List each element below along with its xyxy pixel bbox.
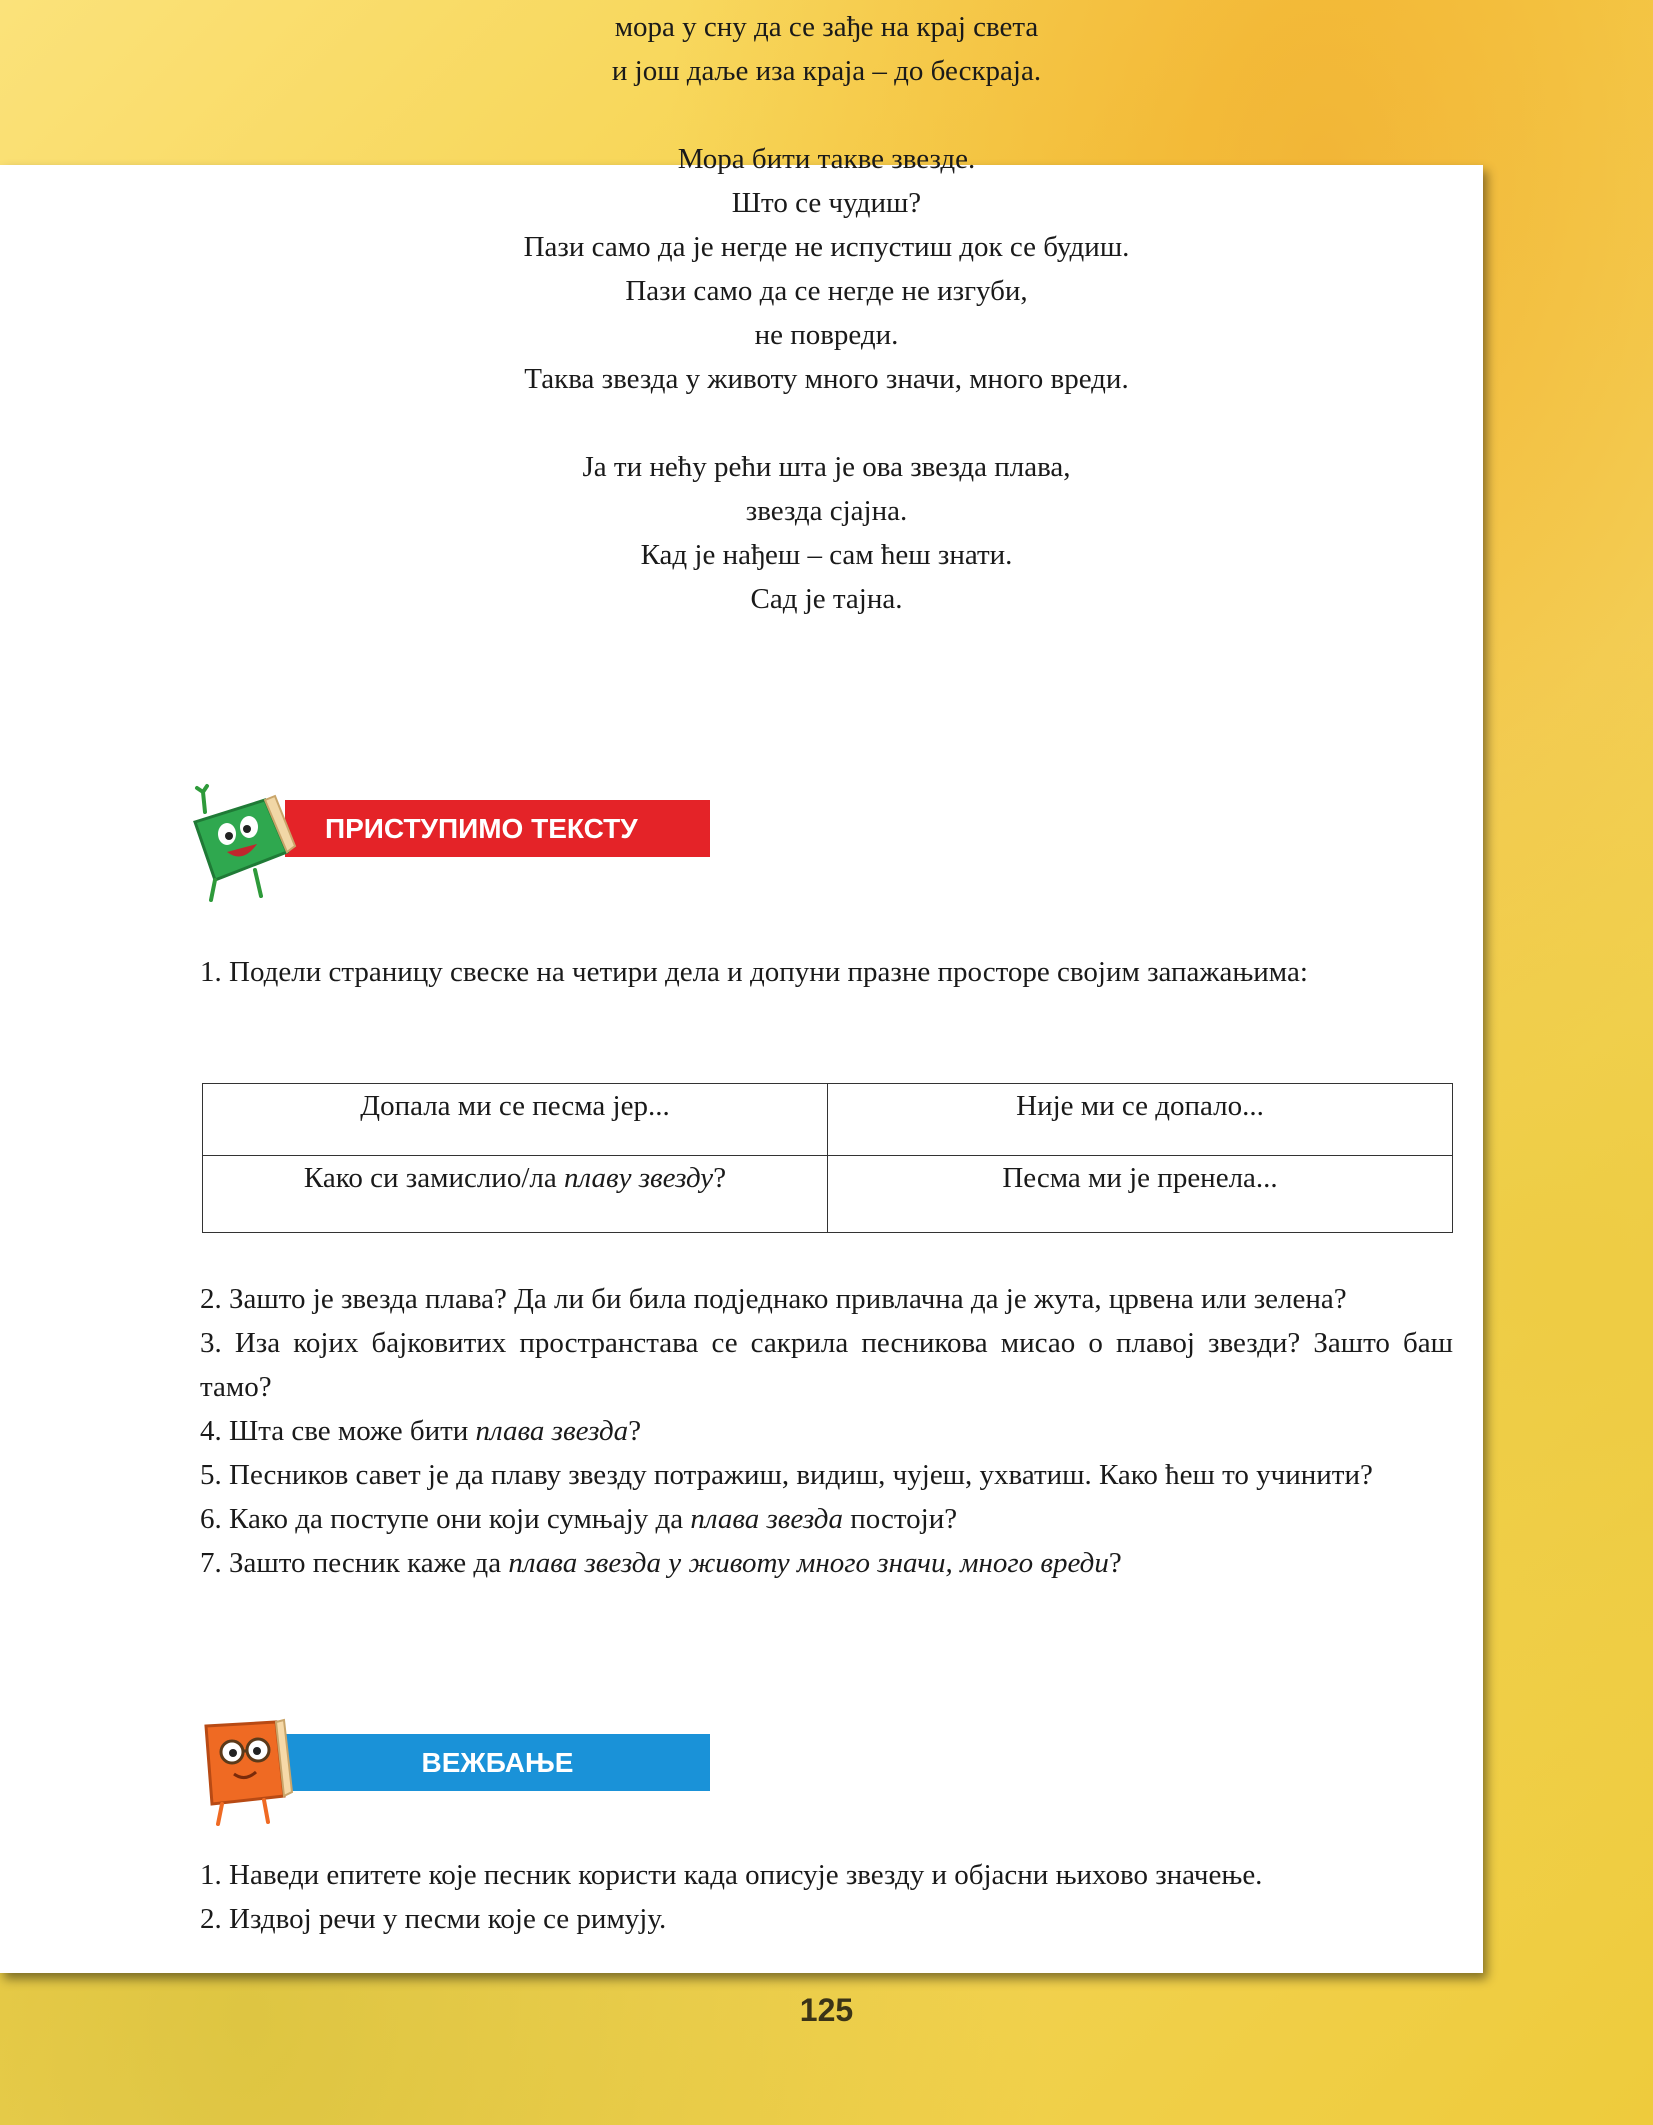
table-cell: Песма ми је пренела... <box>828 1156 1453 1233</box>
poem-stanza-1 <box>0 5 1653 93</box>
cell-text-italic: плаву звезду <box>563 1162 714 1194</box>
exercise-list <box>200 1853 1453 1941</box>
exercise-2: 2. Издвој речи у песми које се римују. <box>200 1903 667 1935</box>
poem-line: Пази само да се негде не изгуби, <box>625 275 1028 307</box>
poem-line: Мора бити такве звезде. <box>677 143 976 175</box>
question-list <box>200 1277 1453 1585</box>
poem-line: звезда сјајна. <box>745 495 908 527</box>
poem-stanza-3 <box>0 445 1653 621</box>
section-banner-approach-text <box>190 800 720 862</box>
poem <box>0 5 1653 665</box>
table-cell <box>203 1156 828 1233</box>
question-4 <box>200 1409 1453 1453</box>
orange-book-mascot-icon <box>188 1712 303 1832</box>
question-text: ? <box>1108 1547 1122 1579</box>
question-text: 7. Зашто песник каже да <box>200 1547 509 1579</box>
question-text: ? <box>628 1415 642 1447</box>
table-row <box>203 1156 1453 1233</box>
poem-line: Сад је тајна. <box>750 583 903 615</box>
question-text-italic: плава звезда <box>690 1503 843 1535</box>
question-text-italic: плава звезда <box>475 1415 629 1447</box>
poem-line: Што се чудиш? <box>731 187 922 219</box>
question-text: 4. Шта све може бити <box>200 1415 476 1447</box>
section-banner-exercise <box>190 1734 720 1796</box>
poem-line: и још даље иза краја – до бескраја. <box>611 55 1042 87</box>
question-3: 3. Иза којих бајковитих пространстава се сакрила песникова мисао о плавој звезди? Зашто баш тамо? <box>200 1327 1453 1403</box>
table-cell: Допала ми се песма јер... <box>203 1084 828 1156</box>
question-text-italic: плава звезда у животу много значи, много вреди <box>508 1547 1109 1579</box>
exercise-1: 1. Наведи епитете које песник користи када описује звезду и објасни њихово значење. <box>200 1859 1263 1891</box>
section-title: ВЕЖБАЊЕ <box>285 1734 710 1791</box>
poem-line: Пази само да је негде не испустиш док се будиш. <box>523 231 1130 263</box>
cell-text: Како си замислио/ла <box>303 1162 564 1194</box>
question-2: 2. Зашто је звезда плава? Да ли би била подједнако привлачна да је жута, црвена или зелена? <box>200 1283 1347 1315</box>
poem-stanza-2 <box>0 137 1653 401</box>
poem-line: Ја ти нећу рећи шта је ова звезда плава, <box>582 451 1071 483</box>
question-1: 1. Подели страницу свеске на четири дела и допуни празне просторе својим запажањима: <box>200 956 1308 988</box>
section-title: ПРИСТУПИМО ТЕКСТУ <box>285 800 710 857</box>
poem-line: не повреди. <box>754 319 899 351</box>
question-text: постоји? <box>842 1503 958 1535</box>
cell-text: ? <box>713 1162 727 1194</box>
observation-table <box>202 1083 1453 1233</box>
poem-line: Таква звезда у животу много значи, много вреди. <box>524 363 1129 395</box>
page-number: 125 <box>799 1992 854 2028</box>
question-5: 5. Песников савет је да плаву звезду потражиш, видиш, чујеш, ухватиш. Како ћеш то учинити? <box>200 1459 1373 1491</box>
question-7 <box>200 1541 1453 1585</box>
poem-line: мора у сну да се зађе на крај света <box>614 11 1039 43</box>
table-cell: Није ми се допало... <box>828 1084 1453 1156</box>
green-book-mascot-icon <box>185 782 305 907</box>
question-6 <box>200 1497 1453 1541</box>
table-row <box>203 1084 1453 1156</box>
question-text: 6. Како да поступе они који сумњају да <box>200 1503 691 1535</box>
poem-line: Кад је нађеш – сам ћеш знати. <box>640 539 1013 571</box>
